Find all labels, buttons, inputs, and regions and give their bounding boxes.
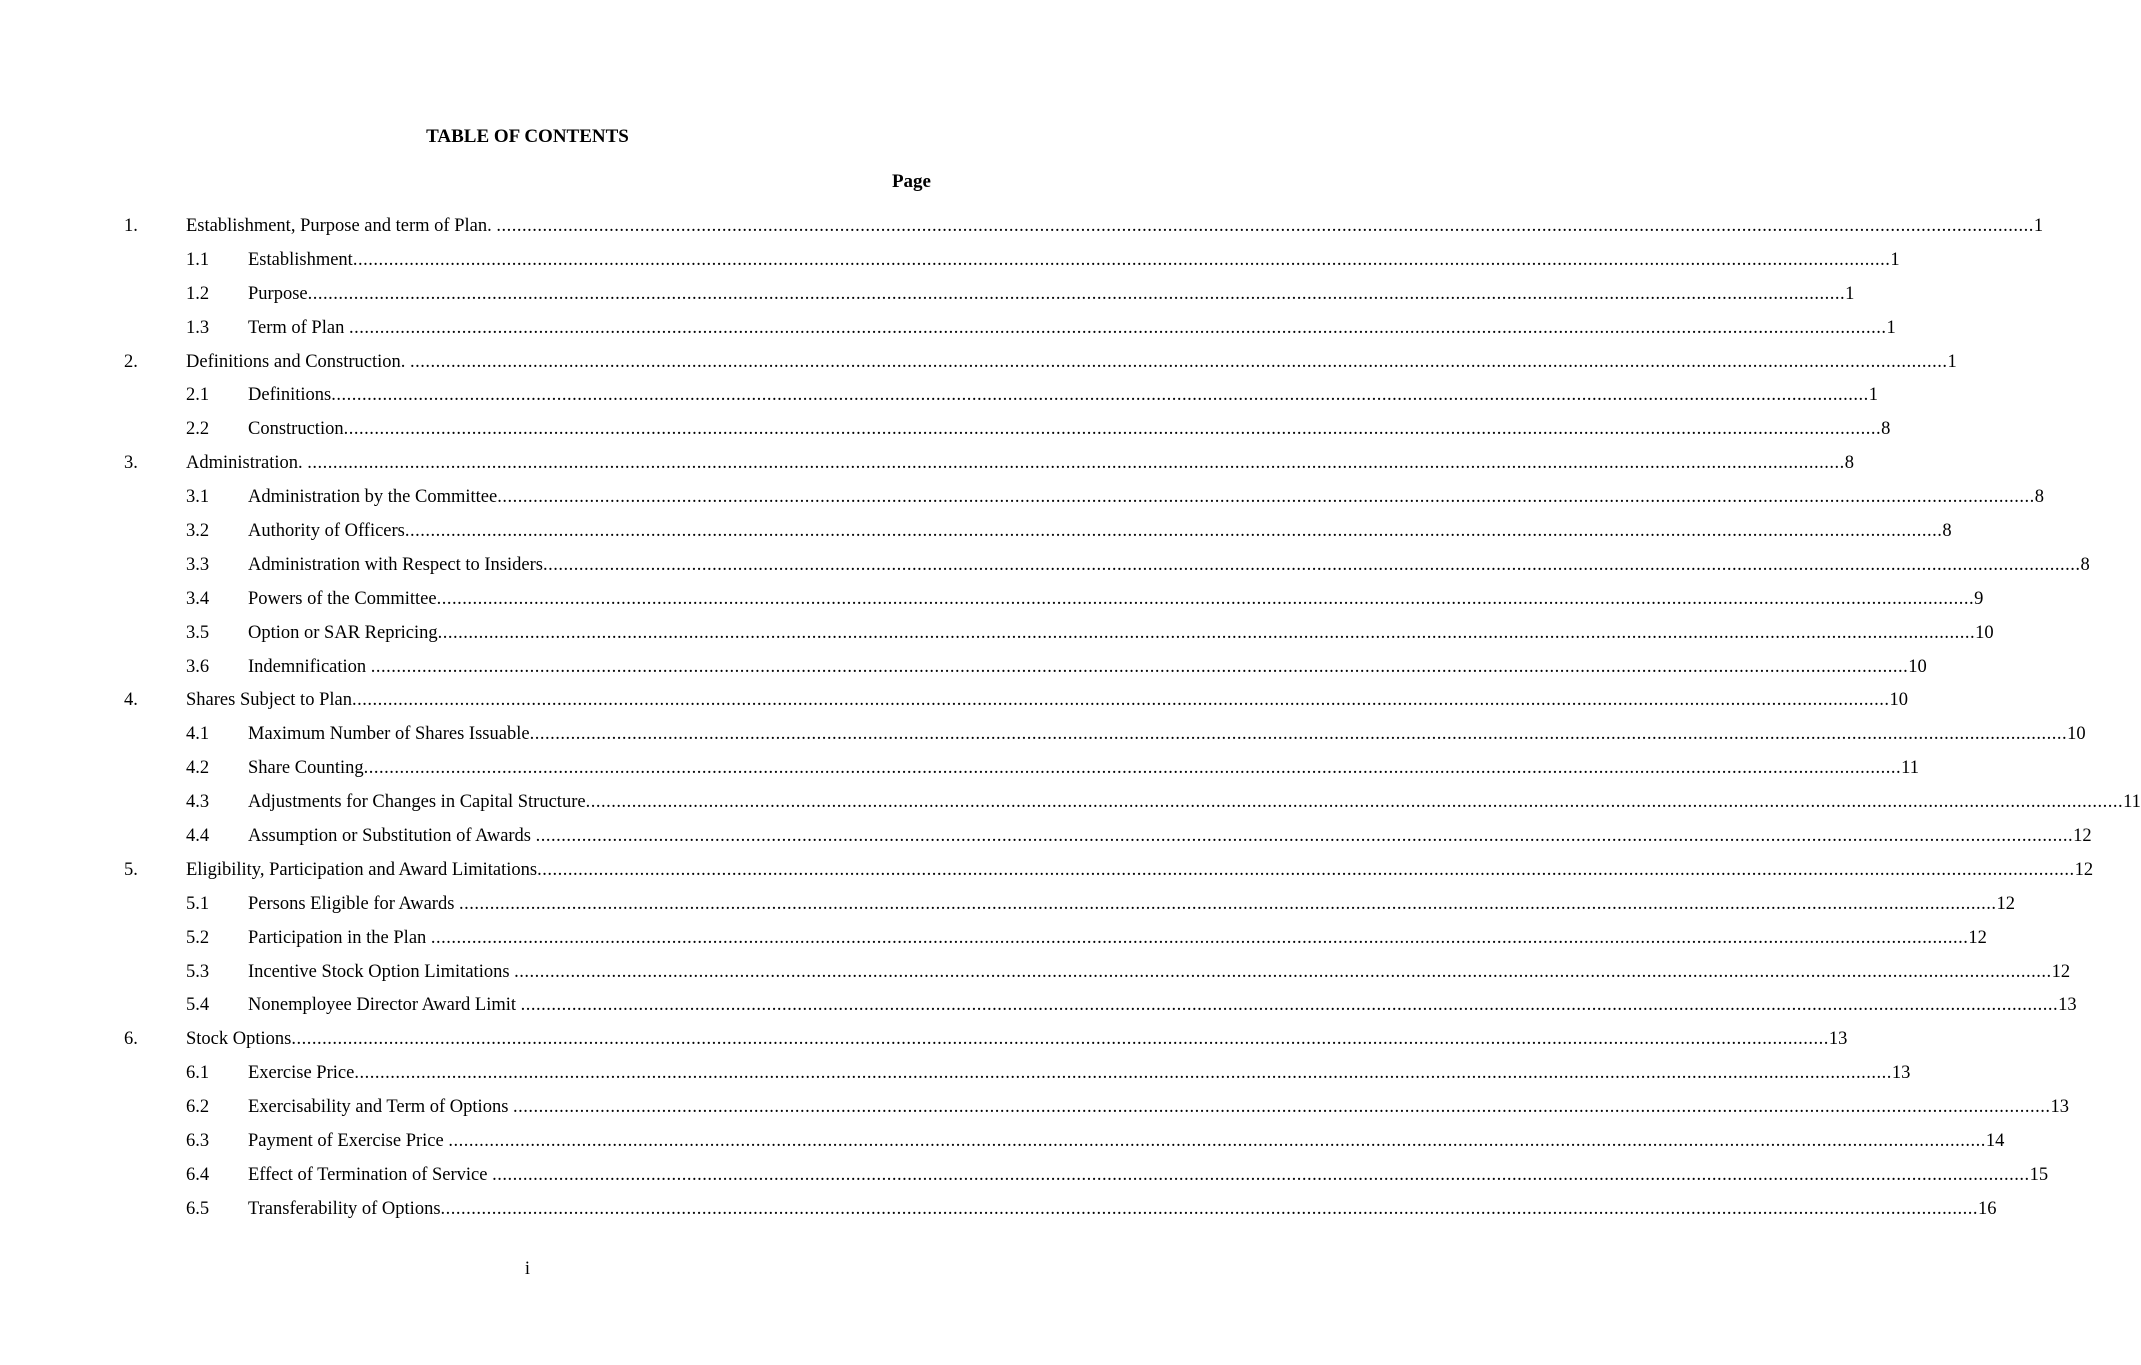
toc-entry-page-number: 1 [1890,249,1900,270]
dot-leader: ............................................................................................................................................................................................................................................................................................................ [363,758,1902,779]
dot-leader: ............................................................................................................................................................................................................................................................................................................ [307,283,1846,304]
toc-entry-number: 5.2 [186,927,210,948]
dot-leader: ............................................................................................................................................................................................................................................................................................................ [430,927,1969,948]
toc-entry[interactable] [248,382,1878,408]
toc-subsection-row[interactable] [0,552,2090,586]
dot-leader: ............................................................................................................................................................................................................................................................................................................ [436,588,1975,609]
toc-entry-label: Participation in the Plan [248,927,431,948]
toc-entry-label: Construction [248,419,344,440]
dot-leader: ............................................................................................................................................................................................................................................................................................................ [520,995,2059,1016]
toc-entry-number: 4. [124,690,138,711]
toc-subsection-row[interactable] [0,654,1927,688]
toc-entry-number: 2.1 [186,385,210,406]
toc-subsection-row[interactable] [0,789,2141,823]
toc-subsection-row[interactable] [0,1196,1997,1230]
toc-section-row[interactable] [0,213,2044,247]
toc-section-row[interactable] [0,687,1908,721]
toc-subsection-row[interactable] [0,416,1891,450]
toc-entry-number: 4.2 [186,758,210,779]
toc-entry-label: Effect of Termination of Service [248,1164,493,1185]
dot-leader: ............................................................................................................................................................................................................................................................................................................ [410,351,1948,372]
dot-leader: ............................................................................................................................................................................................................................................................................................................ [437,622,1976,643]
toc-entry[interactable] [248,1196,1997,1222]
toc-entry-label: Definitions [248,385,332,406]
toc-entry-page-number: 11 [1901,758,1919,779]
toc-entry-number: 6.1 [186,1063,210,1084]
toc-entry-page-number: 14 [1985,1131,2005,1152]
toc-entry-number: 6.5 [186,1198,210,1219]
toc-entry-page-number: 13 [2050,1097,2070,1118]
toc-entry-page-number: 1 [1886,317,1896,338]
toc-entry[interactable] [248,1060,1911,1086]
toc-subsection-row[interactable] [0,755,1919,789]
toc-entry-number: 6.2 [186,1097,210,1118]
toc-entry-label: Establishment [248,249,353,270]
toc-entry-number: 3.2 [186,521,210,542]
toc-entry-label: Term of Plan [248,317,349,338]
toc-entry[interactable] [186,349,1957,375]
toc-entry-page-number: 12 [1996,893,2016,914]
toc-entry-label: Eligibility, Participation and Award Limitations [186,859,538,880]
toc-entry[interactable] [186,450,1855,476]
toc-entry[interactable] [186,857,2094,883]
toc-subsection-row[interactable] [0,925,1987,959]
toc-entry-page-number: 8 [1881,419,1891,440]
toc-subsection-row[interactable] [0,247,1900,281]
toc-section-row[interactable] [0,1026,1848,1060]
toc-entry-label: Definitions and Construction. [186,351,411,372]
toc-entry[interactable] [186,687,1908,713]
toc-entry[interactable] [248,620,1994,646]
toc-entry[interactable] [248,518,1952,544]
toc-title: TABLE OF CONTENTS [426,126,629,147]
toc-entry-label: Maximum Number of Shares Issuable [248,724,530,745]
toc-list [0,213,2141,1230]
toc-entry[interactable] [248,484,2044,510]
toc-entry-number: 2. [124,351,138,372]
toc-entry-number: 5.1 [186,893,210,914]
toc-section-row[interactable] [0,349,1957,383]
dot-leader: ............................................................................................................................................................................................................................................................................................................ [404,521,1943,542]
toc-entry-page-number: 13 [1891,1063,1911,1084]
toc-entry-number: 1.3 [186,317,210,338]
toc-entry[interactable] [248,1094,2070,1120]
toc-entry-page-number: 9 [1974,588,1984,609]
toc-entry[interactable] [248,1128,2005,1154]
toc-entry-label: Powers of the Committee [248,588,437,609]
toc-entry[interactable] [186,213,2044,239]
toc-entry-number: 2.2 [186,419,210,440]
toc-entry-number: 5.4 [186,995,210,1016]
toc-entry-label: Payment of Exercise Price [248,1131,449,1152]
toc-entry-number: 6.4 [186,1164,210,1185]
toc-entry-label: Incentive Stock Option Limitations [248,961,515,982]
toc-entry-number: 6. [124,1029,138,1050]
dot-leader: ............................................................................................................................................................................................................................................................................................................ [513,1097,2051,1118]
toc-entry-label: Shares Subject to Plan [186,690,352,711]
toc-entry[interactable] [248,823,2092,849]
toc-entry-label: Stock Options [186,1029,292,1050]
toc-entry-page-number: 10 [1889,690,1908,711]
toc-entry[interactable] [248,315,1896,341]
dot-leader: ............................................................................................................................................................................................................................................................................................................ [331,385,1869,406]
dot-leader: ............................................................................................................................................................................................................................................................................................................ [529,724,2068,745]
toc-subsection-row[interactable] [0,1128,2005,1162]
toc-entry-label: Administration. [186,453,308,474]
toc-entry-page-number: 12 [2073,826,2092,847]
dot-leader: ............................................................................................................................................................................................................................................................................................................ [496,216,2034,236]
toc-entry-number: 1.1 [186,249,210,270]
toc-entry-label: Indemnification [248,656,371,677]
dot-leader: ............................................................................................................................................................................................................................................................................................................ [440,1198,1979,1219]
dot-leader: ............................................................................................................................................................................................................................................................................................................ [542,554,2081,575]
dot-leader: ............................................................................................................................................................................................................................................................................................................ [585,792,2124,813]
toc-entry-page-number: 12 [2051,961,2071,982]
toc-entry[interactable] [248,416,1891,442]
toc-subsection-row[interactable] [0,484,2044,518]
toc-entry-page-number: 8 [2034,487,2044,508]
toc-entry-page-number: 8 [1942,521,1952,542]
dot-leader: ............................................................................................................................................................................................................................................................................................................ [348,317,1887,338]
toc-entry[interactable] [248,789,2141,815]
toc-entry-label: Assumption or Substitution of Awards [248,826,536,847]
toc-entry-label: Authority of Officers [248,521,405,542]
toc-entry-number: 3. [124,453,138,474]
dot-leader: ............................................................................................................................................................................................................................................................................................................ [351,690,1890,711]
toc-entry-label: Nonemployee Director Award Limit [248,995,521,1016]
toc-subsection-row[interactable] [0,315,1896,349]
toc-entry-page-number: 1 [1845,283,1855,304]
toc-entry-label: Adjustments for Changes in Capital Structure [248,792,586,813]
toc-entry-page-number: 12 [1968,927,1987,948]
toc-subsection-row[interactable] [0,1162,2049,1196]
toc-entry-number: 5. [124,859,138,880]
footer-page-number: i [524,1259,531,1279]
toc-entry[interactable] [186,1026,1848,1052]
toc-subsection-row[interactable] [0,823,2092,857]
toc-section-row[interactable] [0,857,2094,891]
toc-subsection-row[interactable] [0,382,1878,416]
toc-entry[interactable] [248,654,1927,680]
toc-entry-page-number: 1 [2033,216,2044,236]
page-column-header: Page [891,171,931,192]
toc-entry[interactable] [248,586,1984,612]
toc-subsection-row[interactable] [0,959,2071,993]
toc-subsection-row[interactable] [0,518,1952,552]
dot-leader: ............................................................................................................................................................................................................................................................................................................ [514,961,2052,982]
toc-entry-label: Exercisability and Term of Options [248,1097,514,1118]
toc-subsection-row[interactable] [0,620,1994,654]
toc-subsection-row[interactable] [0,721,2086,755]
toc-entry-page-number: 1 [1868,385,1878,406]
toc-entry-number: 1. [124,216,138,236]
dot-leader: ............................................................................................................................................................................................................................................................................................................ [448,1131,1986,1152]
dot-leader: ............................................................................................................................................................................................................................................................................................................ [459,893,1997,914]
toc-entry-number: 4.1 [186,724,210,745]
toc-entry-label: Persons Eligible for Awards [248,893,460,914]
toc-entry[interactable] [248,891,2016,917]
dot-leader: ............................................................................................................................................................................................................................................................................................................ [291,1029,1829,1050]
toc-entry-number: 3.6 [186,656,210,677]
toc-entry-page-number: 11 [2123,792,2141,813]
dot-leader: ............................................................................................................................................................................................................................................................................................................ [370,656,1909,677]
dot-leader: ............................................................................................................................................................................................................................................................................................................ [307,453,1845,474]
toc-entry[interactable] [248,755,1919,781]
toc-entry-page-number: 12 [2074,859,2094,880]
dot-leader: ............................................................................................................................................................................................................................................................................................................ [535,826,2074,847]
toc-entry[interactable] [248,992,2077,1018]
toc-entry-number: 4.4 [186,826,210,847]
dot-leader: ............................................................................................................................................................................................................................................................................................................ [343,419,1882,440]
toc-entry-number: 5.3 [186,961,210,982]
toc-entry[interactable] [248,281,1855,307]
dot-leader: ............................................................................................................................................................................................................................................................................................................ [352,249,1891,270]
toc-entry-page-number: 1 [1947,351,1957,372]
toc-entry-label: Establishment, Purpose and term of Plan. [186,216,497,236]
toc-entry-number: 3.3 [186,554,210,575]
toc-entry[interactable] [248,552,2090,578]
toc-entry-number: 4.3 [186,792,210,813]
toc-entry-page-number: 10 [1908,656,1927,677]
toc-subsection-row[interactable] [0,281,1855,315]
toc-entry[interactable] [248,959,2071,985]
toc-entry[interactable] [248,247,1900,273]
toc-entry-page-number: 13 [2058,995,2077,1016]
toc-entry-label: Administration with Respect to Insiders [248,554,543,575]
toc-entry-label: Purpose [248,283,308,304]
toc-entry-label: Option or SAR Repricing [248,622,438,643]
toc-entry-label: Administration by the Committee [248,487,498,508]
toc-subsection-row[interactable] [0,1060,1911,1094]
dot-leader: ............................................................................................................................................................................................................................................................................................................ [537,859,2075,880]
toc-entry-page-number: 16 [1978,1198,1997,1219]
toc-entry-number: 6.3 [186,1131,210,1152]
toc-entry[interactable] [248,1162,2049,1188]
toc-entry-page-number: 13 [1828,1029,1848,1050]
toc-entry-number: 3.4 [186,588,210,609]
toc-entry-number: 1.2 [186,283,210,304]
toc-entry-page-number: 8 [2080,554,2090,575]
toc-entry-page-number: 15 [2029,1164,2049,1185]
dot-leader: ............................................................................................................................................................................................................................................................................................................ [354,1063,1892,1084]
toc-entry[interactable] [248,721,2086,747]
toc-subsection-row[interactable] [0,1094,2070,1128]
toc-entry[interactable] [248,925,1987,951]
toc-entry-label: Share Counting [248,758,364,779]
dot-leader: ............................................................................................................................................................................................................................................................................................................ [492,1164,2030,1185]
toc-entry-number: 3.1 [186,487,210,508]
toc-subsection-row[interactable] [0,891,2016,925]
toc-section-row[interactable] [0,450,1855,484]
dot-leader: ............................................................................................................................................................................................................................................................................................................ [497,487,2035,508]
toc-subsection-row[interactable] [0,586,1984,620]
toc-entry-label: Exercise Price [248,1063,355,1084]
toc-entry-page-number: 10 [2067,724,2086,745]
toc-entry-page-number: 10 [1975,622,1994,643]
toc-entry-number: 3.5 [186,622,210,643]
toc-subsection-row[interactable] [0,992,2077,1026]
toc-entry-page-number: 8 [1844,453,1855,474]
toc-entry-label: Transferability of Options [248,1198,441,1219]
